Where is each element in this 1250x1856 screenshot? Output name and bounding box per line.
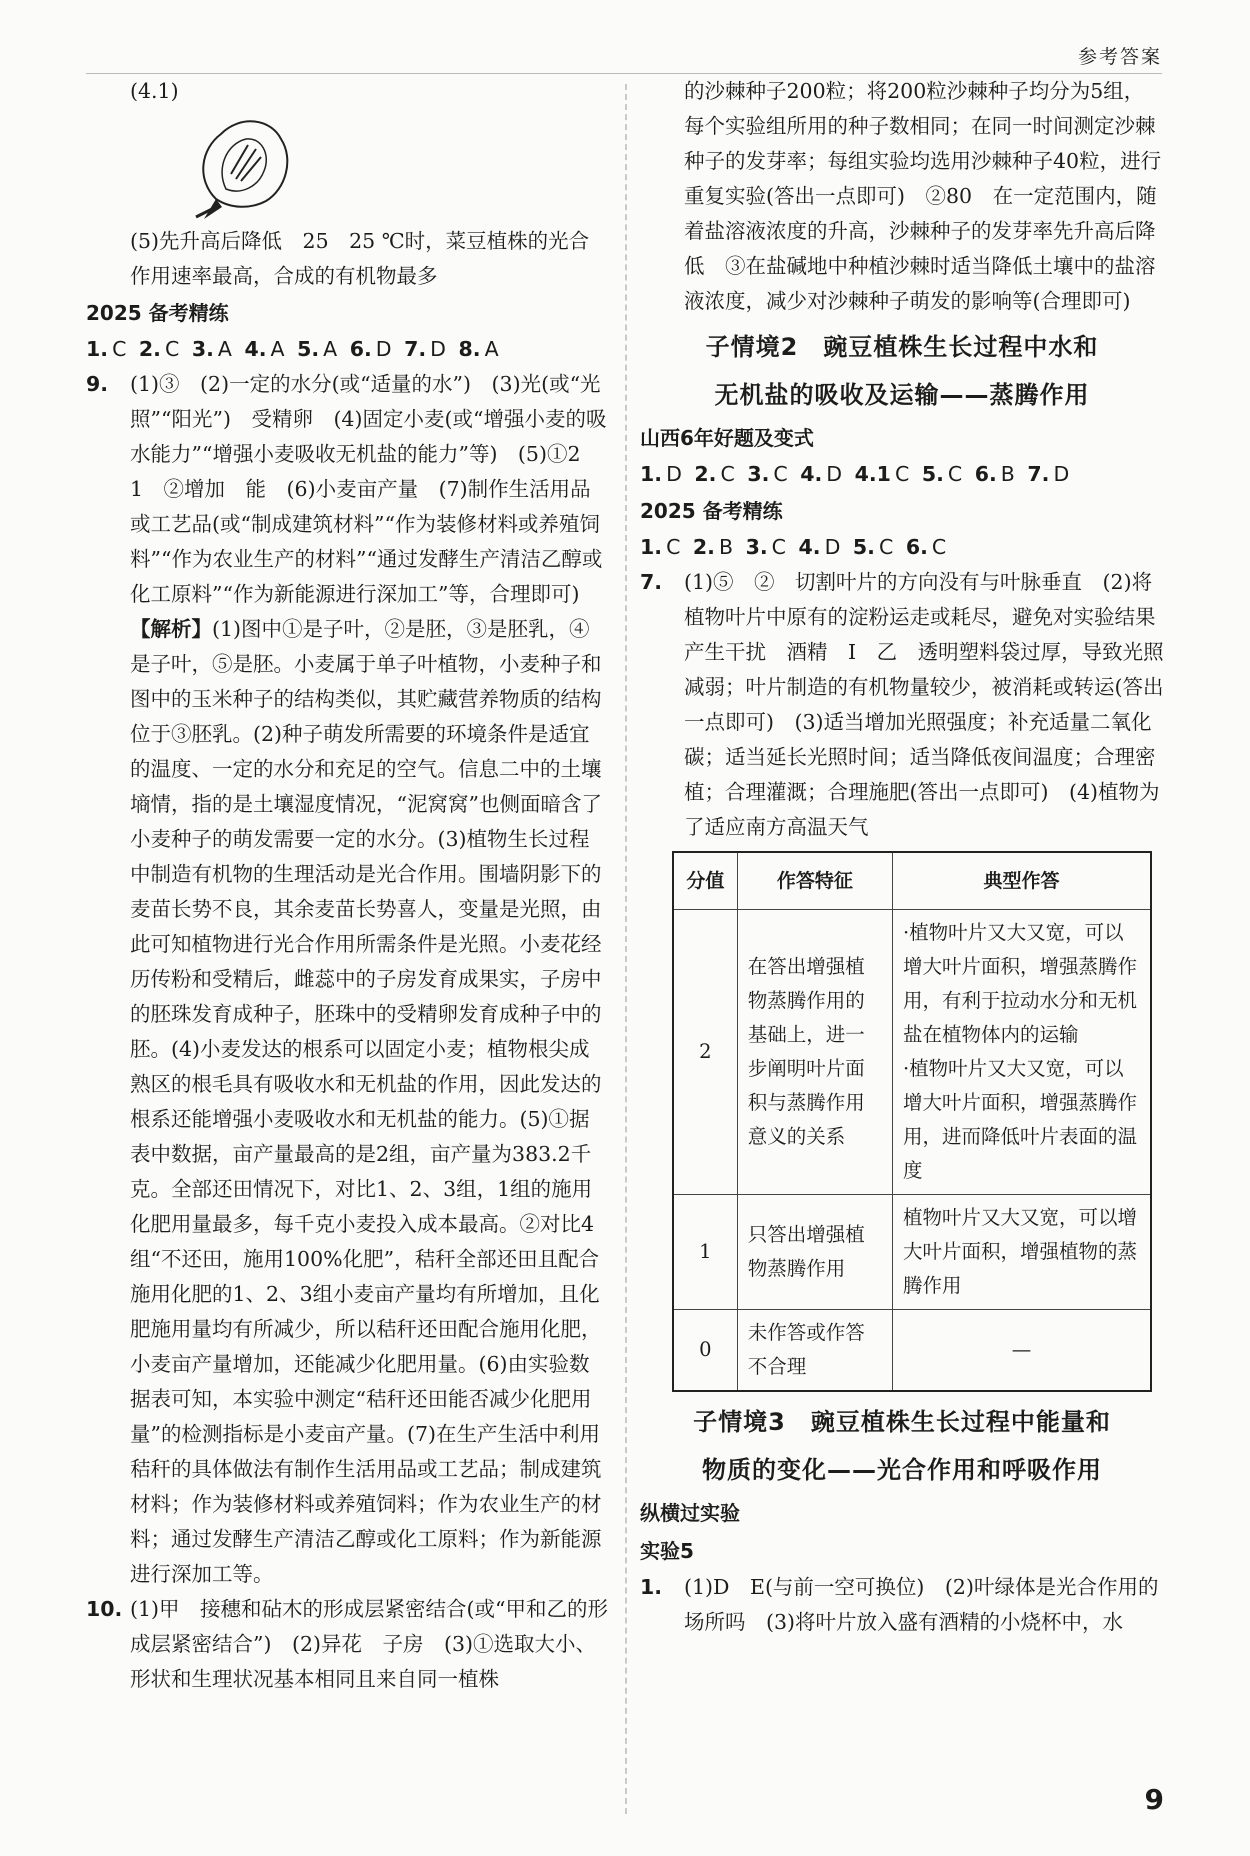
right-column (640, 74, 1164, 1640)
section-heading-experiments: 纵横过实验 (640, 1501, 740, 1525)
question-10-continued: 的沙棘种子200粒；将200粒沙棘种子均分为5组，每个实验组所用的种子数相同；在同一时间测定沙棘种子的发芽率；每组实验均选用沙棘种子40粒，进行重复实验(答出一点即可) ②80 在一定范围内，随着盐溶液浓度的升高，沙棘种子的发芽率先升高后降低 ③在盐碱地中种植沙棘时适当降低土壤中的盐溶液浓度，减少对沙棘种子萌发的影响等(合理即可) (684, 79, 1162, 313)
subscenario-3-title-line1: 子情境3 豌豆植株生长过程中能量和 (693, 1408, 1111, 1436)
qa-item: 3. C (747, 462, 788, 486)
qa-item: 7. D (1027, 462, 1070, 486)
table-row (673, 910, 1151, 1195)
quick-answers-prep (640, 530, 1164, 565)
qa-item: 6. D (349, 337, 392, 361)
quick-answers-left (86, 332, 608, 367)
qa-item: 6. C (905, 535, 947, 559)
qa-item: 3. A (191, 337, 232, 361)
question-9-answer: 9. (1)③ (2)一定的水分(或“适量的水”) (3)光(或“光照”“阳光”) 受精卵 (4)固定小麦(或“增强小麦的吸水能力”“增强小麦吸收无机盐的能力”等) (5)①2 1 ②增加 能 (6)小麦亩产量 (7)制作生活用品或工艺品(或“制成建筑材料”“作为装修材料或养殖饲料”“作为农业生产的材料”“通过发酵生产清洁乙醇或化工原料”“作为新能源进行深加工”等，合理即可) (86, 372, 607, 606)
qa-item: 5. C (921, 462, 963, 486)
question-10-answer: 10. (1)甲 接穗和砧木的形成层紧密结合(或“甲和乙的形成层紧密结合”) (2)异花 子房 (3)①选取大小、形状和生理状况基本相同且来自同一植株 (86, 1597, 609, 1691)
qa-item: 4.1 C (854, 462, 910, 486)
page-header: 参考答案 (1077, 46, 1162, 68)
qa-item: 8. A (458, 337, 499, 361)
question-7-answer: 7. (1)⑤ ② 切割叶片的方向没有与叶脉垂直 (2)将植物叶片中原有的淀粉运走或耗尽，避免对实验结果产生干扰 酒精 Ⅰ 乙 透明塑料袋过厚，导致光照减弱；叶片制造的有机物量较少，被消耗或转运(答出一点即可) (3)适当增加光照强度；补充适量二氧化碳；适当延长光照时间；适当降低夜间温度；合理密植；合理灌溉；合理施肥(答出一点即可) (4)植物为了适应南方高温天气 (640, 570, 1164, 839)
qa-item: 4. D (798, 535, 841, 559)
subscenario-2-title-line2: 无机盐的吸收及运输——蒸腾作用 (714, 381, 1090, 409)
feature-cell: 只答出增强植物蒸腾作用 (737, 1195, 892, 1310)
section-heading-experiment-5: 实验5 (640, 1539, 694, 1563)
table-row (673, 1195, 1151, 1310)
example-cell: — (892, 1310, 1151, 1392)
score-cell: 0 (673, 1310, 737, 1392)
table-row (673, 1310, 1151, 1392)
feature-cell: 未作答或作答不合理 (737, 1310, 892, 1392)
subscenario-3-title-line2: 物质的变化——光合作用和呼吸作用 (702, 1456, 1102, 1484)
score-cell: 1 (673, 1195, 737, 1310)
table-header-cell: 典型作答 (892, 852, 1151, 910)
column-divider (625, 84, 627, 1814)
answer-4-5: (5)先升高后降低 25 25 ℃时，菜豆植株的光合作用速率最高，合成的有机物最多 (130, 229, 590, 288)
score-cell: 2 (673, 910, 737, 1195)
table-header-cell: 分值 (673, 852, 737, 910)
section-heading-prep-right: 2025 备考精练 (640, 499, 783, 523)
qa-item: 3. C (745, 535, 786, 559)
qa-item: 6. B (974, 462, 1015, 486)
page-number: 9 (1144, 1783, 1164, 1816)
table-header-cell: 作答特征 (737, 852, 892, 910)
question-1-answer: 1. (1)D E(与前一空可换位) (2)叶绿体是光合作用的场所吗 (3)将叶片放入盛有酒精的小烧杯中，水 (640, 1575, 1159, 1634)
example-cell: ·植物叶片又大又宽，可以增大叶片面积，增强蒸腾作用，有利于拉动水分和无机盐在植物体内的运输 ·植物叶片又大又宽，可以增大叶片面积，增强蒸腾作用，进而降低叶片表面的温度 (892, 910, 1151, 1195)
qa-item: 7. D (404, 337, 446, 361)
qa-item: 1. D (640, 462, 682, 486)
example-cell: 植物叶片又大又宽，可以增大叶片面积，增强植物的蒸腾作用 (892, 1195, 1151, 1310)
qa-item: 2. B (692, 535, 734, 559)
qa-item: 1. C (640, 535, 681, 559)
qa-item: 4. D (800, 462, 843, 486)
feature-cell: 在答出增强植物蒸腾作用的基础上，进一步阐明叶片面积与蒸腾作用意义的关系 (737, 910, 892, 1195)
quick-answers-shanxi (640, 457, 1164, 492)
qa-item: 5. C (852, 535, 894, 559)
figure-label: (4.1) (130, 79, 179, 103)
qa-item: 4. A (244, 337, 285, 361)
section-heading-shanxi: 山西6年好题及变式 (640, 426, 814, 450)
qa-item: 2. C (694, 462, 735, 486)
qa-item: 2. C (138, 337, 180, 361)
flower-drawing-icon (186, 109, 296, 224)
question-9-analysis: 【解析】(1)图中①是子叶，②是胚，③是胚乳，④是子叶，⑤是胚。小麦属于单子叶植物，小麦种子和图中的玉米种子的结构类似，其贮藏营养物质的结构位于③胚乳。(2)种子萌发所需要的环境条件是适宜的温度、一定的水分和充足的空气。信息二中的土壤墒情，指的是土壤湿度情况，“泥窝窝”也侧面暗含了小麦种子的萌发需要一定的水分。(3)植物生长过程中制造有机物的生理活动是光合作用。围墙阴影下的麦苗长势不良，其余麦苗长势喜人，变量是光照，由此可知植物进行光合作用所需条件是光照。小麦花经历传粉和受精后，雌蕊中的子房发育成果实，子房中的胚珠发育成种子，胚珠中的受精卵发育成种子中的胚。(4)小麦发达的根系可以固定小麦；植物根尖成熟区的根毛具有吸收水和无机盐的作用，因此发达的根系还能增强小麦吸收水和无机盐的能力。(5)①据表中数据，亩产量最高的是2组，亩产量为383.2千克。全部还田情况下，对比1、2、3组，1组的施用化肥用量最多，每千克小麦投入成本最高。②对比4组“不还田，施用100%化肥”，秸秆全部还田且配合施用化肥的1、2、3组小麦亩产量均有所增加，且化肥施用量均有所减少，所以秸秆还田配合施用化肥，小麦亩产量增加，还能减少化肥用量。(6)由实验数据表可知，本实验中测定“秸秆还田能否减少化肥用量”的检测指标是小麦亩产量。(7)在生产生活中利用秸秆的具体做法有制作生活用品或工艺品；制成建筑材料；作为装修材料或养殖饲料；作为农业生产的材料；通过发酵生产清洁乙醇或化工原料；作为新能源进行深加工等。 (130, 617, 602, 1586)
left-column (86, 74, 608, 1697)
qa-item: 5. A (297, 337, 338, 361)
section-heading-prep: 2025 备考精练 (86, 301, 229, 325)
qa-item: 1. C (86, 337, 127, 361)
scoring-table (672, 851, 1152, 1392)
table-header-row (673, 852, 1151, 910)
subscenario-2-title-line1: 子情境2 豌豆植株生长过程中水和 (705, 333, 1099, 361)
flower-sketch (86, 109, 608, 224)
